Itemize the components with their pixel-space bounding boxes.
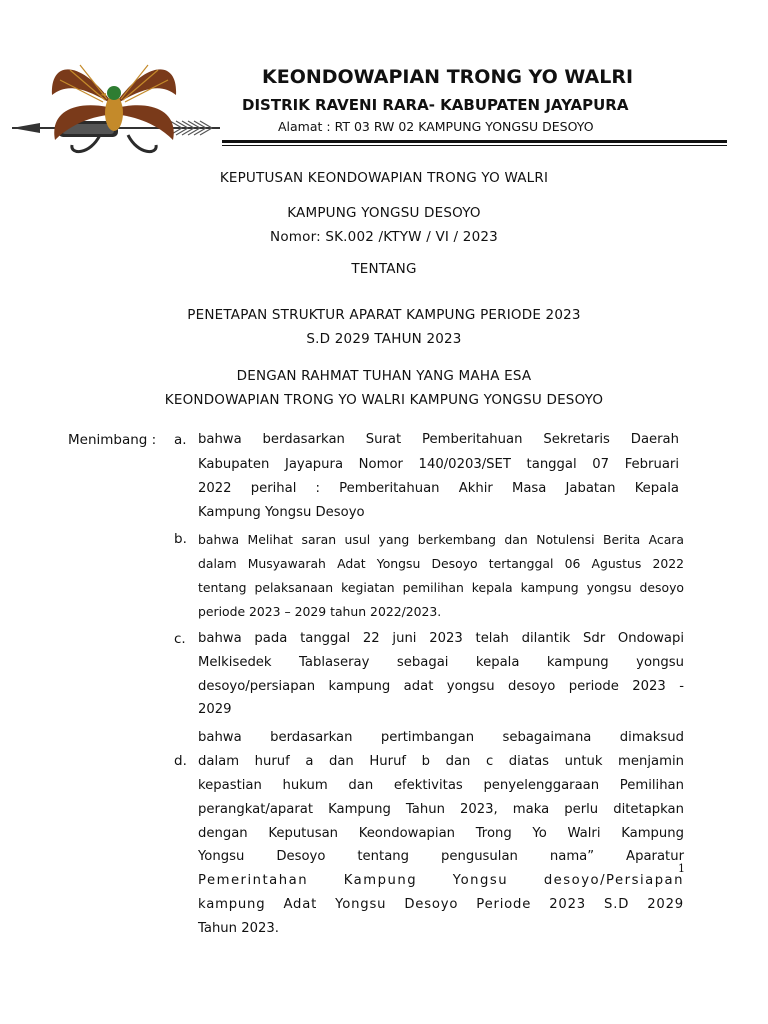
item-b-line: periode 2023 – 2029 tahun 2022/2023. [198, 604, 442, 619]
item-c-line: desoyo/persiapan kampung adat yongsu desoyo periode 2023 - [198, 679, 684, 694]
decree-subject-line2: S.D 2029 TAHUN 2023 [306, 331, 462, 347]
emblem-logo [10, 55, 225, 165]
decree-village: KAMPUNG YONGSU DESOYO [287, 205, 481, 221]
decree-subject-line1: PENETAPAN STRUKTUR APARAT KAMPUNG PERIODE 2023 [187, 307, 581, 323]
item-b-line: dalam Musyawarah Adat Yongsu Desoyo tertanggal 06 Agustus 2022 [198, 556, 684, 571]
item-a-line: Kabupaten Jayapura Nomor 140/0203/SET tanggal 07 Februari [198, 457, 679, 472]
item-d-line: Pemerintahan Kampung Yongsu desoyo/Persiapan [198, 873, 684, 888]
item-c-line: Melkisedek Tablaseray sebagai kepala kampung yongsu [198, 655, 684, 670]
considering-label: Menimbang : [68, 432, 157, 448]
item-b-line: bahwa Melihat saran usul yang berkembang dan Notulensi Berita Acara [198, 532, 684, 547]
item-d-line: kepastian hukum dan efektivitas penyelenggaraan Pemilihan [198, 778, 684, 793]
item-d-line: Tahun 2023. [198, 921, 279, 936]
item-d-line: dalam huruf a dan Huruf b dan c diatas untuk menjamin [198, 754, 684, 769]
item-c-line: 2029 [198, 702, 232, 717]
decree-blessing-line1: DENGAN RAHMAT TUHAN YANG MAHA ESA [236, 368, 532, 384]
item-a-line: bahwa berdasarkan Surat Pemberitahuan Sekretaris Daerah [198, 432, 679, 447]
item-a-marker: a. [174, 432, 187, 448]
letterhead-rule-thick [222, 140, 727, 143]
item-d-line: bahwa berdasarkan pertimbangan sebagaimana dimaksud [198, 730, 684, 745]
item-d-line: perangkat/aparat Kampung Tahun 2023, maka perlu ditetapkan [198, 802, 684, 817]
letterhead-district: DISTRIK RAVENI RARA- KABUPATEN JAYAPURA [242, 96, 629, 114]
decree-number: Nomor: SK.002 /KTYW / VI / 2023 [270, 229, 498, 245]
decree-title: KEPUTUSAN KEONDOWAPIAN TRONG YO WALRI [219, 170, 549, 186]
decree-blessing-line2: KEONDOWAPIAN TRONG YO WALRI KAMPUNG YONGSU DESOYO [164, 392, 604, 408]
page-number: 1 [678, 862, 685, 875]
item-b-line: tentang pelaksanaan kegiatan pemilihan kepala kampung yongsu desoyo [198, 580, 684, 595]
item-d-line: Yongsu Desoyo tentang pengusulan nama” Aparatur [198, 849, 684, 864]
item-d-line: kampung Adat Yongsu Desoyo Periode 2023 S.D 2029 [198, 897, 684, 912]
item-a-line: 2022 perihal : Pemberitahuan Akhir Masa Jabatan Kepala [198, 481, 679, 496]
decree-about: TENTANG [351, 261, 417, 277]
item-a-line: Kampung Yongsu Desoyo [198, 505, 365, 520]
letterhead-address: Alamat : RT 03 RW 02 KAMPUNG YONGSU DESOYO [278, 119, 594, 134]
item-d-marker: d. [174, 753, 187, 769]
item-b-marker: b. [174, 531, 187, 547]
item-c-line: bahwa pada tanggal 22 juni 2023 telah dilantik Sdr Ondowapi [198, 631, 684, 646]
letterhead-org: KEONDOWAPIAN TRONG YO WALRI [262, 66, 634, 88]
item-c-marker: c. [174, 631, 186, 647]
item-d-line: dengan Keputusan Keondowapian Trong Yo Walri Kampung [198, 826, 684, 841]
letterhead-rule-thin [222, 145, 727, 146]
